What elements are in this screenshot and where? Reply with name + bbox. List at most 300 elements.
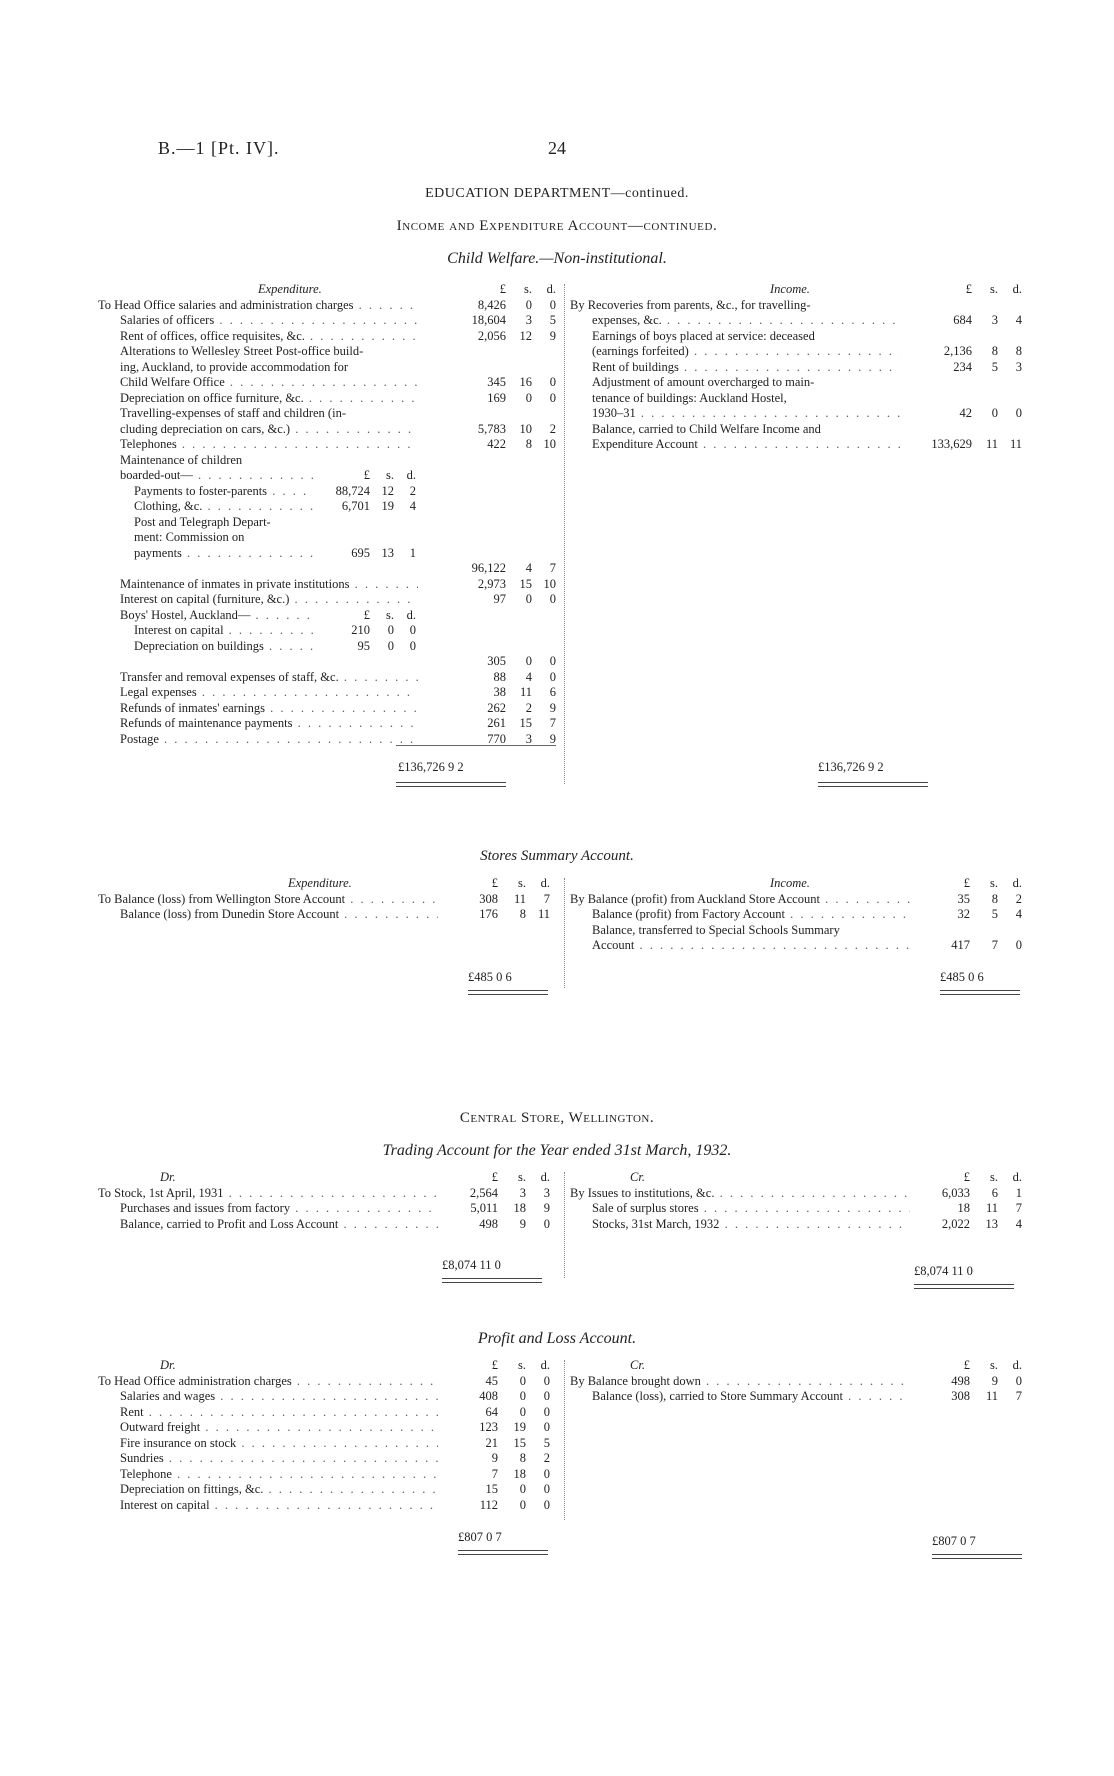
sub-amount: 0	[409, 623, 416, 637]
amount-pounds: 308	[479, 891, 498, 906]
total-rule	[442, 1278, 542, 1283]
sub-amount: 13	[381, 545, 394, 560]
ledger-row	[98, 499, 556, 515]
sub-amount: 88,724	[335, 483, 370, 498]
sub-amount: £	[363, 607, 370, 622]
ledger-row	[570, 938, 1028, 954]
amount-pounds: 498	[479, 1216, 498, 1231]
amount-pounds: 123	[479, 1420, 498, 1434]
section-title: Child Welfare.—Non-institutional.	[447, 250, 667, 267]
item-label: expenses, &c. . . .	[592, 313, 900, 329]
item-label: cluding depreciation on cars, &c.) . . .	[120, 422, 418, 438]
ledger-row	[98, 716, 556, 732]
ledger-row	[98, 453, 556, 469]
amount-shillings: 5	[991, 359, 998, 374]
item-label: boarded-out— . . .	[120, 468, 314, 484]
ledger-row	[98, 530, 556, 546]
amount-pounds: 2,136	[943, 344, 972, 358]
amount-shillings: 0	[525, 592, 532, 606]
item-label: Earnings of boys placed at service: deceased	[592, 328, 815, 343]
column-divider	[564, 878, 565, 988]
amount-shillings: 8	[519, 907, 526, 921]
ledger-row	[570, 923, 1028, 939]
amount-shillings: 9	[519, 1216, 526, 1231]
ledger-row	[98, 391, 556, 407]
amount-shillings: 11	[519, 685, 532, 699]
ledger-row	[570, 1201, 1028, 1217]
central-store-title: Central Store, Wellington.	[459, 1110, 655, 1126]
sub-amount: 0	[409, 638, 416, 653]
stores-inc-rows	[570, 892, 1028, 954]
amount-pence: 4	[1015, 313, 1022, 327]
pounds-heading: £	[963, 1170, 970, 1184]
ledger-row	[98, 1389, 556, 1405]
sub-amount: £	[363, 468, 370, 482]
ledger-row	[98, 623, 556, 639]
ledger-row	[98, 515, 556, 531]
total-rule	[914, 1284, 1014, 1289]
amount-pounds: 38	[493, 685, 506, 699]
profit-loss-account	[98, 1358, 1028, 1558]
item-label: Rent . . .	[120, 1405, 438, 1421]
page-number: 24	[548, 138, 566, 158]
ledger-row	[570, 1374, 1028, 1390]
item-label: Depreciation on office furniture, &c. . . .	[120, 391, 418, 407]
profit-loss-credit-rows	[570, 1374, 1028, 1405]
amount-pounds: 2,973	[477, 576, 506, 591]
amount-shillings: 15	[519, 576, 532, 591]
item-label: Child Welfare Office . . .	[120, 375, 418, 391]
item-label: Balance, carried to Child Welfare Income and	[592, 421, 821, 436]
account-title: Income and Expenditure Account—continued.	[396, 218, 718, 234]
ledger-row	[570, 360, 1028, 376]
amount-shillings: 16	[519, 375, 532, 389]
amount-shillings: 19	[513, 1420, 526, 1434]
amount-pounds: 21	[485, 1435, 498, 1450]
profit-loss-debit	[98, 1358, 556, 1513]
amount-pounds: 35	[957, 891, 970, 906]
total-rule	[940, 990, 1020, 995]
item-label: Sundries . . .	[120, 1451, 438, 1467]
ledger-row	[98, 561, 556, 577]
amount-pounds: 261	[487, 716, 506, 730]
ledger-row	[98, 298, 556, 314]
ledger-row	[570, 907, 1028, 923]
amount-pounds: 417	[951, 938, 970, 952]
amount-pounds: 6,033	[941, 1185, 970, 1200]
sub-amount: 4	[409, 499, 416, 513]
amount-pounds: 2,564	[469, 1185, 498, 1200]
trading-account-title: Trading Account for the Year ended 31st March, 1932.	[382, 1142, 732, 1159]
ledger-row	[98, 437, 556, 453]
debit-total: £807 0 7	[458, 1530, 502, 1544]
trading-debit-rows	[98, 1186, 556, 1233]
report-reference: B.—1 [Pt. IV].	[158, 138, 280, 158]
amount-pence: 0	[1015, 1373, 1022, 1388]
ledger-row	[98, 1498, 556, 1514]
shillings-heading: s.	[518, 876, 526, 890]
amount-pence: 11	[537, 907, 550, 921]
amount-pounds: 7	[491, 1466, 498, 1481]
item-label: Balance (loss) from Dunedin Store Account . . .	[120, 907, 438, 923]
pounds-heading: £	[963, 876, 970, 890]
pence-heading: d.	[540, 876, 550, 890]
stores-summary-account	[98, 876, 1028, 1006]
amount-pence: 9	[549, 731, 556, 746]
column-divider	[564, 284, 565, 784]
item-label: Purchases and issues from factory . . .	[120, 1201, 438, 1217]
amount-shillings: 8	[991, 891, 998, 906]
ledger-row	[570, 892, 1028, 908]
amount-pounds: 42	[959, 406, 972, 420]
amount-pence: 4	[1015, 907, 1022, 921]
amount-pence: 0	[543, 1216, 550, 1231]
ledger-row	[98, 592, 556, 608]
item-label: Maintenance of inmates in private institutions . . .	[120, 577, 418, 593]
ledger-row	[98, 577, 556, 593]
amount-shillings: 3	[525, 731, 532, 746]
total-rule	[818, 782, 928, 787]
expenditure-heading: Expenditure.	[288, 876, 352, 890]
ledger-row	[98, 654, 556, 670]
amount-pounds: 8,426	[477, 297, 506, 312]
item-label: tenance of buildings: Auckland Hostel,	[592, 390, 787, 405]
column-divider	[564, 1360, 565, 1520]
amount-pounds: 262	[487, 700, 506, 715]
sub-amount: 1	[409, 545, 416, 560]
ledger-row	[98, 892, 556, 908]
trading-credit	[570, 1170, 1028, 1232]
ledger-row	[570, 437, 1028, 453]
item-label: Maintenance of children	[120, 452, 243, 467]
ledger-row	[98, 685, 556, 701]
item-label: Transfer and removal expenses of staff, &c. . . .	[120, 670, 418, 686]
cw-inc-rows	[570, 298, 1028, 453]
pounds-heading: £	[491, 1358, 498, 1372]
item-label: By Recoveries from parents, &c., for travelling-	[570, 297, 811, 312]
amount-pounds: 408	[479, 1389, 498, 1403]
amount-pence: 0	[549, 297, 556, 312]
ledger-row	[570, 329, 1028, 345]
ledger-row	[570, 375, 1028, 391]
credit-heading: Cr.	[630, 1358, 645, 1372]
child-welfare-expenditure	[98, 282, 556, 747]
item-label: Balance, transferred to Special Schools Summary	[592, 922, 840, 937]
amount-pounds: 308	[951, 1389, 970, 1403]
debit-heading: Dr.	[160, 1170, 176, 1184]
ledger-row	[98, 1451, 556, 1467]
ledger-row	[98, 701, 556, 717]
ledger-row	[98, 375, 556, 391]
amount-pence: 0	[543, 1497, 550, 1512]
item-label: Sale of surplus stores . . .	[592, 1201, 910, 1217]
item-label: payments . . .	[134, 546, 314, 562]
amount-shillings: 8	[525, 437, 532, 451]
item-label: ing, Auckland, to provide accommodation for	[120, 359, 349, 374]
profit-loss-credit	[570, 1358, 1028, 1405]
amount-shillings: 11	[513, 891, 526, 906]
amount-pence: 3	[543, 1185, 550, 1200]
amount-shillings: 0	[991, 406, 998, 420]
debit-total: £8,074 11 0	[442, 1258, 501, 1272]
amount-shillings: 0	[525, 654, 532, 668]
income-heading: Income.	[770, 876, 810, 890]
amount-pence: 0	[543, 1373, 550, 1388]
amount-pounds: 45	[485, 1373, 498, 1388]
shillings-heading: s.	[990, 282, 998, 296]
ledger-row	[98, 639, 556, 655]
amount-pence: 9	[543, 1201, 550, 1215]
amount-pounds: 345	[487, 375, 506, 389]
subtotal-rule	[396, 745, 556, 746]
ledger-row	[570, 1186, 1028, 1202]
amount-pence: 0	[543, 1389, 550, 1403]
amount-pence: 7	[549, 561, 556, 575]
item-label: 1930–31 . . .	[592, 406, 900, 422]
amount-shillings: 3	[519, 1185, 526, 1200]
item-label: Travelling-expenses of staff and children (in-	[120, 406, 346, 420]
sub-amount: 695	[351, 545, 370, 560]
total-rule	[458, 1550, 548, 1555]
expenditure-total: £136,726 9 2	[398, 760, 464, 774]
sub-amount: 19	[381, 499, 394, 513]
ledger-row	[570, 1389, 1028, 1405]
child-welfare-account	[98, 282, 1028, 802]
amount-pence: 5	[549, 313, 556, 327]
credit-heading: Cr.	[630, 1170, 645, 1184]
amount-pence: 0	[549, 375, 556, 389]
shillings-heading: s.	[990, 1170, 998, 1184]
ledger-row	[570, 313, 1028, 329]
cw-exp-rows	[98, 298, 556, 748]
sub-amount: s.	[386, 607, 394, 622]
amount-pence: 2	[543, 1451, 550, 1465]
pence-heading: d.	[1012, 1358, 1022, 1372]
total-rule	[468, 990, 548, 995]
item-label: (earnings forfeited) . . .	[592, 344, 900, 360]
item-label: Telephones . . .	[120, 437, 418, 453]
amount-pounds: 498	[951, 1373, 970, 1388]
total-rule	[396, 782, 506, 787]
item-label: ment: Commission on	[134, 530, 245, 544]
stores-income	[570, 876, 1028, 954]
amount-pence: 0	[549, 654, 556, 668]
sub-amount: 2	[409, 483, 416, 498]
amount-pence: 7	[543, 891, 550, 906]
ledger-row	[98, 468, 556, 484]
stores-exp-rows	[98, 892, 556, 923]
item-label: Boys' Hostel, Auckland— . . .	[120, 608, 314, 624]
income-heading: Income.	[770, 282, 810, 296]
ledger-row	[98, 1467, 556, 1483]
ledger-row	[98, 1217, 556, 1233]
amount-shillings: 15	[519, 716, 532, 730]
amount-pounds: 5,011	[470, 1201, 498, 1215]
amount-pence: 7	[1015, 1389, 1022, 1403]
amount-pounds: 684	[953, 313, 972, 327]
amount-pounds: 422	[487, 437, 506, 451]
item-label: Refunds of inmates' earnings . . .	[120, 701, 418, 717]
amount-shillings: 0	[519, 1389, 526, 1403]
expenditure-total: £485 0 6	[468, 970, 512, 984]
pence-heading: d.	[1012, 1170, 1022, 1184]
amount-pence: 10	[543, 576, 556, 591]
amount-pounds: 234	[953, 359, 972, 374]
ledger-row	[98, 406, 556, 422]
amount-shillings: 2	[525, 700, 532, 715]
amount-pounds: 5,783	[477, 421, 506, 436]
amount-pence: 7	[1015, 1201, 1022, 1215]
amount-shillings: 11	[985, 437, 998, 451]
amount-pounds: 64	[485, 1404, 498, 1419]
child-welfare-income	[570, 282, 1028, 453]
ledger-row	[570, 422, 1028, 438]
amount-pence: 2	[1015, 891, 1022, 906]
amount-shillings: 13	[985, 1216, 998, 1231]
amount-shillings: 7	[991, 938, 998, 952]
amount-shillings: 18	[513, 1466, 526, 1481]
amount-pounds: 18,604	[471, 313, 506, 327]
amount-pence: 0	[543, 1420, 550, 1434]
sub-amount: 210	[351, 623, 370, 637]
pence-heading: d.	[1012, 282, 1022, 296]
amount-pence: 0	[543, 1404, 550, 1419]
ledger-row	[98, 546, 556, 562]
item-label: Adjustment of amount overcharged to main-	[592, 375, 815, 389]
sub-amount: 0	[387, 623, 394, 637]
ledger-row	[570, 298, 1028, 314]
ledger-row	[98, 907, 556, 923]
amount-pounds: 112	[479, 1497, 498, 1512]
amount-shillings: 0	[525, 297, 532, 312]
sub-amount: 0	[387, 638, 394, 653]
amount-pounds: 96,122	[471, 561, 506, 575]
shillings-heading: s.	[518, 1170, 526, 1184]
item-label: Outward freight . . .	[120, 1420, 438, 1436]
amount-shillings: 11	[985, 1389, 998, 1403]
amount-pence: 0	[549, 592, 556, 606]
shillings-heading: s.	[524, 282, 532, 296]
sub-amount: d.	[406, 607, 416, 622]
ledger-row	[98, 1436, 556, 1452]
item-label: To Head Office administration charges . . .	[98, 1374, 438, 1390]
item-label: Depreciation on buildings . . .	[134, 639, 314, 655]
amount-pence: 11	[1009, 437, 1022, 451]
amount-pence: 8	[1015, 344, 1022, 358]
ledger-row	[98, 344, 556, 360]
shillings-heading: s.	[990, 1358, 998, 1372]
amount-pence: 9	[549, 328, 556, 343]
pence-heading: d.	[1012, 876, 1022, 890]
item-label: To Stock, 1st April, 1931 . . .	[98, 1186, 438, 1202]
stores-title: Stores Summary Account.	[480, 848, 634, 864]
amount-shillings: 3	[525, 313, 532, 327]
item-label: Balance (profit) from Factory Account . . .	[592, 907, 910, 923]
amount-pounds: 88	[493, 669, 506, 684]
ledger-row	[98, 1405, 556, 1421]
item-label: Telephone . . .	[120, 1467, 438, 1483]
amount-shillings: 8	[991, 344, 998, 358]
item-label: Salaries and wages . . .	[120, 1389, 438, 1405]
amount-shillings: 0	[519, 1482, 526, 1496]
shillings-heading: s.	[990, 876, 998, 890]
amount-pence: 10	[543, 437, 556, 451]
sub-amount: 6,701	[341, 499, 370, 513]
amount-shillings: 3	[991, 313, 998, 327]
item-label: Expenditure Account . . .	[592, 437, 900, 453]
amount-pounds: 18	[957, 1201, 970, 1215]
ledger-row	[98, 313, 556, 329]
item-label: Salaries of officers . . .	[120, 313, 418, 329]
amount-pounds: 15	[485, 1482, 498, 1496]
item-label: Payments to foster-parents . . .	[134, 484, 314, 500]
pence-heading: d.	[540, 1170, 550, 1184]
ledger-row	[98, 1482, 556, 1498]
item-label: Account . . .	[592, 938, 910, 954]
item-label: To Balance (loss) from Wellington Store Account . . .	[98, 892, 438, 908]
amount-shillings: 0	[519, 1373, 526, 1388]
amount-shillings: 5	[991, 907, 998, 921]
item-label: Postage . . .	[120, 732, 418, 748]
item-label: By Balance brought down . . .	[570, 1374, 910, 1390]
profit-loss-title: Profit and Loss Account.	[477, 1330, 637, 1347]
ledger-row	[570, 391, 1028, 407]
pounds-heading: £	[491, 876, 498, 890]
amount-pence: 0	[549, 390, 556, 405]
amount-shillings: 0	[519, 1497, 526, 1512]
trading-debit	[98, 1170, 556, 1232]
sub-amount: d.	[406, 468, 416, 482]
ledger-row	[98, 1420, 556, 1436]
amount-pence: 4	[1015, 1216, 1022, 1231]
amount-shillings: 6	[991, 1185, 998, 1200]
trading-credit-rows	[570, 1186, 1028, 1233]
amount-shillings: 11	[985, 1201, 998, 1215]
amount-pounds: 2,022	[941, 1216, 970, 1231]
item-label: Interest on capital . . .	[134, 623, 314, 639]
item-label: Legal expenses . . .	[120, 685, 418, 701]
income-total: £485 0 6	[940, 970, 984, 984]
ledger-row	[98, 484, 556, 500]
amount-pounds: 9	[491, 1451, 498, 1465]
item-label: Refunds of maintenance payments . . .	[120, 716, 418, 732]
item-label: Stocks, 31st March, 1932 . . .	[592, 1217, 910, 1233]
item-label: Alterations to Wellesley Street Post-office build-	[120, 344, 364, 358]
amount-shillings: 9	[991, 1373, 998, 1388]
ledger-row	[570, 406, 1028, 422]
item-label: Post and Telegraph Depart-	[134, 514, 271, 529]
ledger-row	[98, 670, 556, 686]
expenditure-heading: Expenditure.	[258, 282, 322, 296]
item-label: Interest on capital (furniture, &c.) . . .	[120, 592, 418, 608]
amount-pence: 0	[549, 669, 556, 684]
pounds-heading: £	[499, 282, 506, 296]
item-label: Rent of offices, office requisites, &c. . . .	[120, 329, 418, 345]
department-title: EDUCATION DEPARTMENT—continued.	[425, 186, 689, 201]
ledger-row	[570, 1217, 1028, 1233]
item-label: To Head Office salaries and administration charges . . .	[98, 298, 418, 314]
amount-pence: 0	[1015, 406, 1022, 420]
amount-pounds: 133,629	[931, 437, 972, 451]
pounds-heading: £	[965, 282, 972, 296]
item-label: By Balance (profit) from Auckland Store Account . . .	[570, 892, 910, 908]
ledger-row	[98, 1186, 556, 1202]
item-label: By Issues to institutions, &c. . . .	[570, 1186, 910, 1202]
amount-pounds: 305	[487, 654, 506, 668]
ledger-row	[98, 329, 556, 345]
item-label: Fire insurance on stock . . .	[120, 1436, 438, 1452]
sub-amount: s.	[386, 468, 394, 482]
